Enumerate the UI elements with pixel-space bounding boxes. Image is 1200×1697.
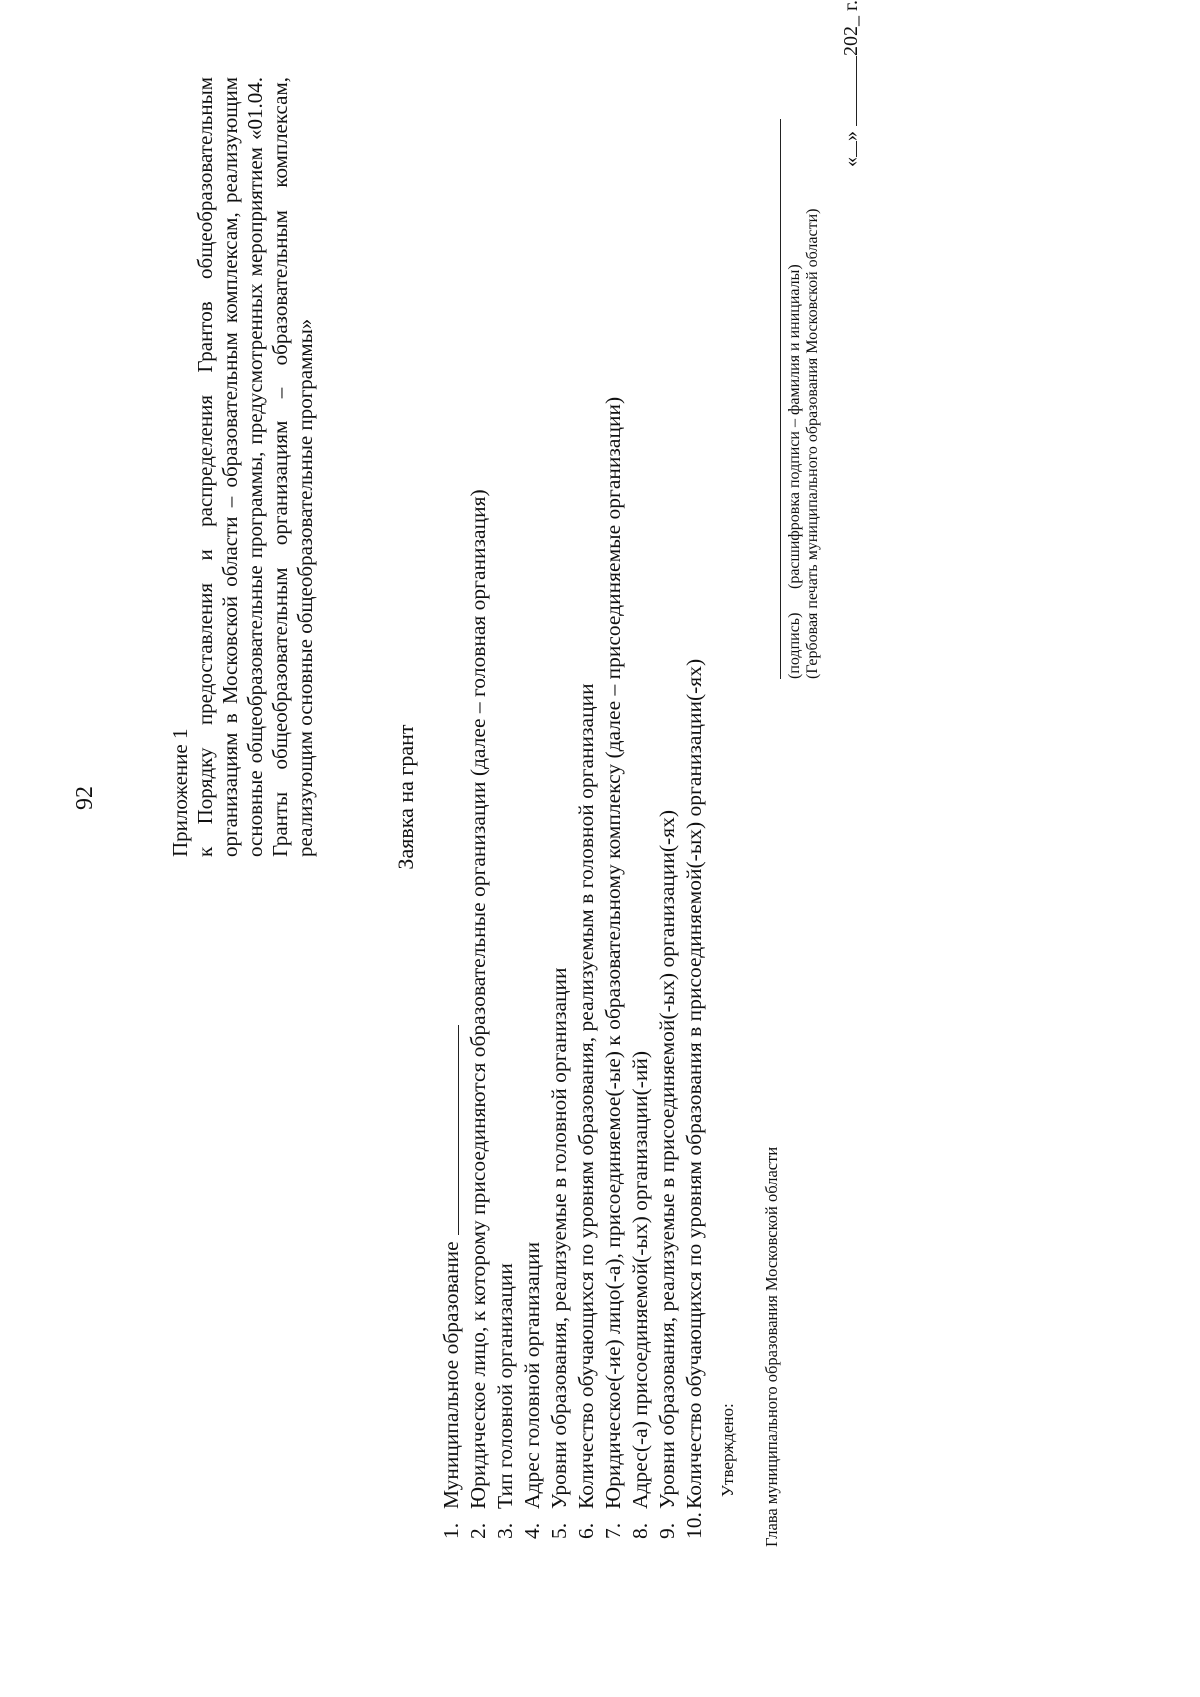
item-number: 8. [628, 1522, 652, 1539]
day-blank [840, 141, 857, 157]
list-item [654, 339, 681, 1539]
seal-caption: (Гербовая печать муниципального образования Московской области) [804, 208, 821, 679]
item-text: Юридическое лицо, к которому присоединяются образовательные организации (далее – головная организация) [466, 489, 490, 1509]
item-number: 6. [574, 1522, 598, 1539]
list-item [573, 339, 600, 1539]
list-item [600, 339, 627, 1539]
list-item [492, 339, 519, 1539]
date-field: «» 202_ г. [840, 0, 862, 167]
item-text: Юридическое(-ие) лицо(-а), присоединяемое(-ые) к образовательному комплексу (далее – присоединяемые организации) [601, 396, 625, 1509]
list-item [438, 339, 465, 1539]
item-text: Количество обучающихся по уровням образования, реализуемым в головной организации [574, 683, 598, 1509]
month-blank [840, 56, 857, 126]
item-text: Уровни образования, реализуемые в присоединяемой(-ых) организации(-ях) [655, 809, 679, 1509]
list-item [465, 339, 492, 1539]
document-title: Заявка на грант [393, 724, 418, 870]
list-item [681, 339, 708, 1539]
item-number: 1. [439, 1522, 463, 1539]
item-text: Уровни образования, реализуемые в головной организации [547, 967, 571, 1509]
application-items-list [438, 339, 708, 1539]
document-title-row [393, 17, 419, 1697]
date-open-quote: « [840, 157, 862, 167]
name-caption: (расшифровка подписи – фамилия и инициалы) [786, 264, 803, 589]
appendix-block [168, 77, 318, 857]
signature-caption: (подпись) [786, 612, 803, 679]
item-text: Адрес головной организации [520, 1241, 544, 1509]
item-number: 7. [601, 1522, 625, 1539]
item-number: 2. [466, 1522, 490, 1539]
head-of-municipality: Глава муниципального образования Московской области [762, 1146, 781, 1547]
item-number: 4. [520, 1522, 544, 1539]
appendix-body: к Порядку предоставления и распределения Грантов общеобразовательным организациям в Московской области – образовательным комплексам, реализующим основные общеобразовательные программы, предусмотренных мероприятием «01.04. Гранты общеобразовательным организациям – образовательным комплексам, реализующим основные общеобразовательные программы» [193, 77, 317, 857]
page-number: 92 [72, 786, 98, 810]
item-text: Муниципальное образование [439, 1241, 463, 1509]
appendix-title: Приложение 1 [168, 728, 192, 857]
item-number: 9. [655, 1522, 679, 1539]
approved-label: Утверждено: [718, 1403, 737, 1497]
item-number: 10. [682, 1512, 706, 1539]
item-text: Количество обучающихся по уровням образования в присоединяемой(-ых) организации(-ях) [682, 658, 706, 1509]
list-item [546, 339, 573, 1539]
item-text: Адрес(-а) присоединяемой(-ых) организации(-ий) [628, 1050, 652, 1509]
list-item [627, 339, 654, 1539]
year-suffix: г. [840, 0, 862, 11]
item-number: 3. [493, 1522, 517, 1539]
date-close-quote: » [840, 131, 862, 141]
item-text: Тип головной организации [493, 1263, 517, 1509]
item-number: 5. [547, 1522, 571, 1539]
list-item [519, 339, 546, 1539]
fill-in-line [438, 1025, 459, 1235]
year-prefix: 202 [840, 26, 862, 56]
signature-line [780, 119, 781, 679]
